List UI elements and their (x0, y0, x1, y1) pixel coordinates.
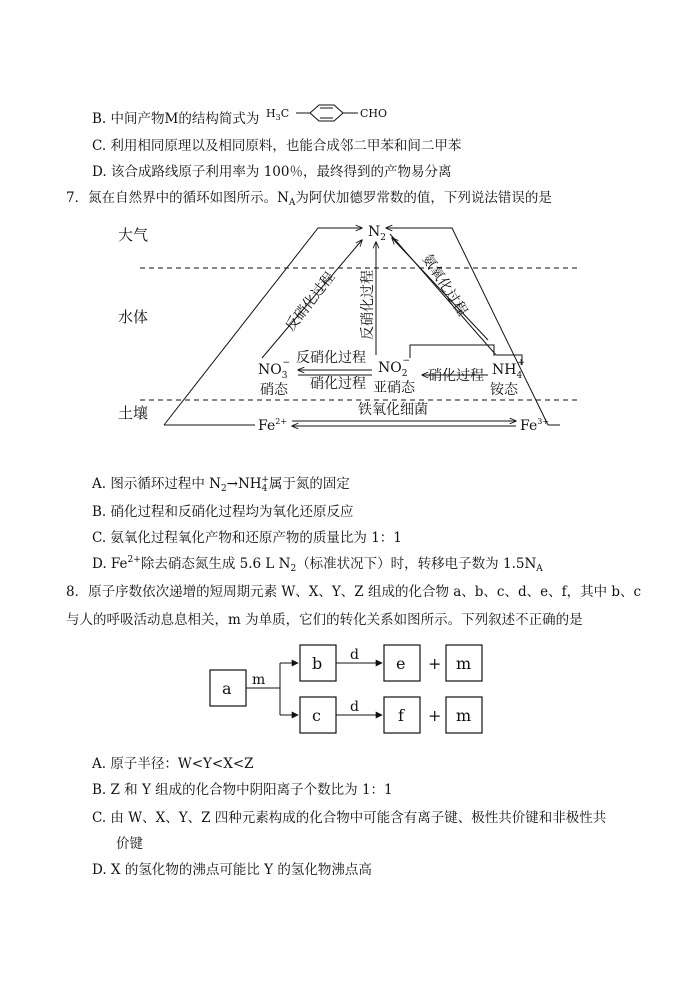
svg-text:CHO: CHO (359, 107, 387, 120)
denitrification-label-middle: 反硝化过程 (360, 270, 376, 340)
nh4-no2-nitrification-label: 硝化过程 (428, 368, 484, 384)
q7-stem: 7．氮在自然界中的循环如图所示。$N_A$为阿伏加德罗常数的值，下列说法错误的是 (66, 190, 552, 208)
box-e-label: e (396, 654, 406, 673)
reagent-d-label-bottom: d (350, 699, 359, 715)
box-b-label: b (312, 654, 323, 673)
q7-option-a: A. 图示循环过程中 $N_2\to NH_4^+$属于氮的固定 (92, 475, 350, 494)
denitrification-label-left: 反硝化过程 (282, 269, 339, 335)
no2-state-label: 亚硝态 (373, 380, 415, 396)
box-m-bottom-label: m (456, 706, 472, 725)
q8-option-a: A. 原子半径：W<Y<X<Z (92, 756, 254, 772)
nh4-state-label: 铵态 (490, 382, 518, 398)
q7-option-b: B. 硝化过程和反硝化过程均为氧化还原反应 (92, 504, 354, 520)
no2-node: $NO_2-$ (378, 356, 411, 379)
q8-option-c-line-1: C. 由 W、X、Y、Z 四种元素构成的化合物中可能含有离子键、极性共价键和非极性共 (92, 810, 607, 826)
q8-stem-line-2: 与人的呼吸活动息息相关，m 为单质，它们的转化关系如图所示。下列叙述不正确的是 (66, 612, 583, 628)
plus-sign-top: + (428, 654, 442, 673)
q8-option-b: B. Z 和 Y 组成的化合物中阴阳离子个数比为 1：1 (92, 782, 393, 798)
nh4-node: $NH_4+$ (492, 358, 525, 381)
reagent-d-label-top: d (350, 647, 359, 663)
q8-stem-line-1: 8．原子序数依次递增的短周期元素 W、X、Y、Z 组成的化合物 a、b、c、d、e、f，其中 b、c (66, 584, 642, 600)
q6-option-d: D. 该合成路线原子利用率为 100％，最终得到的产物易分离 (92, 164, 452, 180)
plus-sign-bottom: + (428, 706, 442, 725)
zone-water-label: 水体 (118, 308, 149, 326)
q7-option-d: D. $Fe^{2+}$除去硝态氮生成 5.6 L $N_2$（标准状况下）时，转移电子数为 $1.5N_A$ (92, 555, 543, 574)
box-f-label: f (398, 706, 404, 725)
svg-text:H3C: $H_3C$ (265, 107, 289, 122)
q8-option-d: D. X 的氢化物的沸点可能比 Y 的氢化物沸点高 (92, 862, 372, 878)
box-m-top-label: m (456, 654, 472, 673)
fe2-node: $Fe^{2+}$ (258, 417, 288, 434)
box-a-label: a (222, 679, 232, 698)
ammonia-oxidation-label: 氨氧化过程 (418, 251, 471, 319)
no2-no3-denitrification-label: 反硝化过程 (296, 350, 366, 366)
q8-option-c-line-2: 价键 (116, 836, 143, 852)
box-c-label: c (312, 706, 321, 725)
iron-bacteria-label: 铁氧化细菌 (358, 402, 428, 418)
reagent-m-label: m (252, 672, 266, 688)
q7-option-c: C. 氨氧化过程氧化产物和还原产物的质量比为 1：1 (92, 530, 402, 546)
no3-state-label: 硝态 (260, 382, 288, 398)
zone-atmosphere-label: 大气 (118, 226, 149, 244)
q6-option-b-text: B. 中间产物M的结构简式为 (92, 111, 260, 127)
q6-option-c: C. 利用相同原理以及相同原料，也能合成邻二甲苯和间二甲苯 (92, 138, 462, 154)
zone-soil-label: 土壤 (118, 404, 149, 422)
n2-node: $N_2$ (368, 224, 386, 243)
no3-node: $NO_3-$ (258, 358, 291, 381)
no3-no2-nitrification-label: 硝化过程 (310, 376, 366, 392)
fe3-node: $Fe^{3+}$ (520, 417, 550, 434)
